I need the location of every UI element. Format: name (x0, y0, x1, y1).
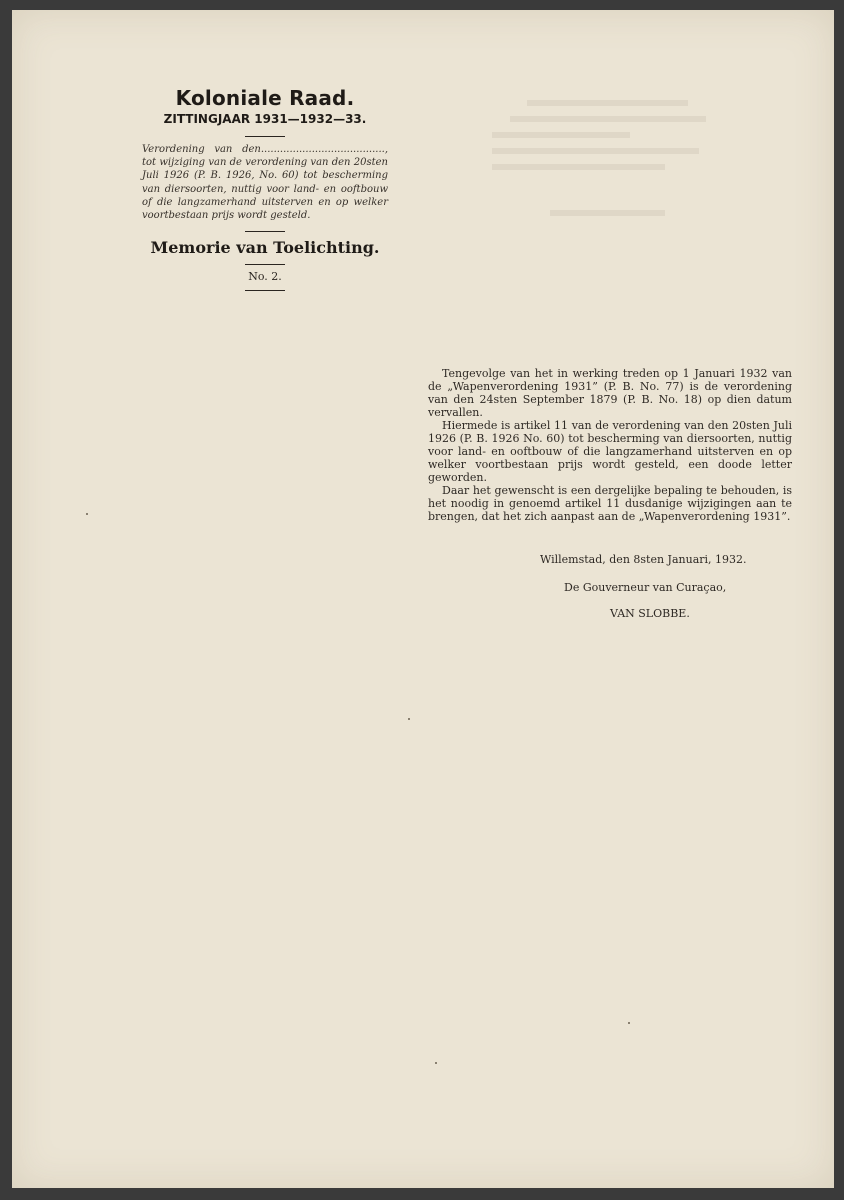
council-title: Koloniale Raad. (175, 86, 355, 110)
explanatory-text (428, 367, 792, 620)
bleed-through-text (492, 90, 722, 290)
paper-speck (86, 513, 88, 515)
body-paragraph: Daar het gewenscht is een dergelijke bepaling te behouden, is het noodig in genoemd artikel 11 dusdanige wijzigingen aan te brengen, dat het zich aanpast aan de „Wapenverordening 1931”. (428, 484, 792, 523)
paper-speck (628, 1022, 630, 1024)
document-number: No. 2. (248, 270, 282, 284)
signature-place-date: Willemstad, den 8sten Januari, 1932. (540, 553, 747, 566)
signature-role: De Gouverneur van Curaçao, (564, 581, 727, 594)
divider (245, 136, 285, 137)
ordinance-description: Verordening van den......................................., tot wijziging van de verordening van den 20sten Juli 1926 (P. B. 1926, No. 60) tot bescherming van diersoorten, nuttig voor land- en ooftbouw of die langzamerhand uitsterven en op welker voortbestaan prijs wordt gesteld. (142, 144, 388, 222)
body-paragraph: Tengevolge van het in werking treden op 1 Januari 1932 van de „Wapenverordening 1931” (P. B. No. 77) is de verordening van den 24sten September 1879 (P. B. No. 18) op dien datum vervallen. (428, 367, 792, 419)
session-year: ZITTINGJAAR 1931—1932—33. (163, 112, 367, 126)
signature-name: VAN SLOBBE. (610, 607, 690, 620)
divider (245, 264, 285, 265)
paper-speck (435, 1062, 437, 1064)
paper-speck (408, 718, 410, 720)
body-paragraph: Hiermede is artikel 11 van de verordening van den 20sten Juli 1926 (P. B. 1926 No. 60) tot bescherming van diersoorten, nuttig voor land- en ooftbouw of die langzamerhand uitsterven en op welker voortbestaan prijs wordt gesteld, een doode letter geworden. (428, 419, 792, 484)
divider (245, 290, 285, 291)
document-page (12, 10, 834, 1188)
header-block (142, 86, 388, 291)
divider (245, 231, 285, 232)
document-title: Memorie van Toelichting. (150, 238, 380, 258)
